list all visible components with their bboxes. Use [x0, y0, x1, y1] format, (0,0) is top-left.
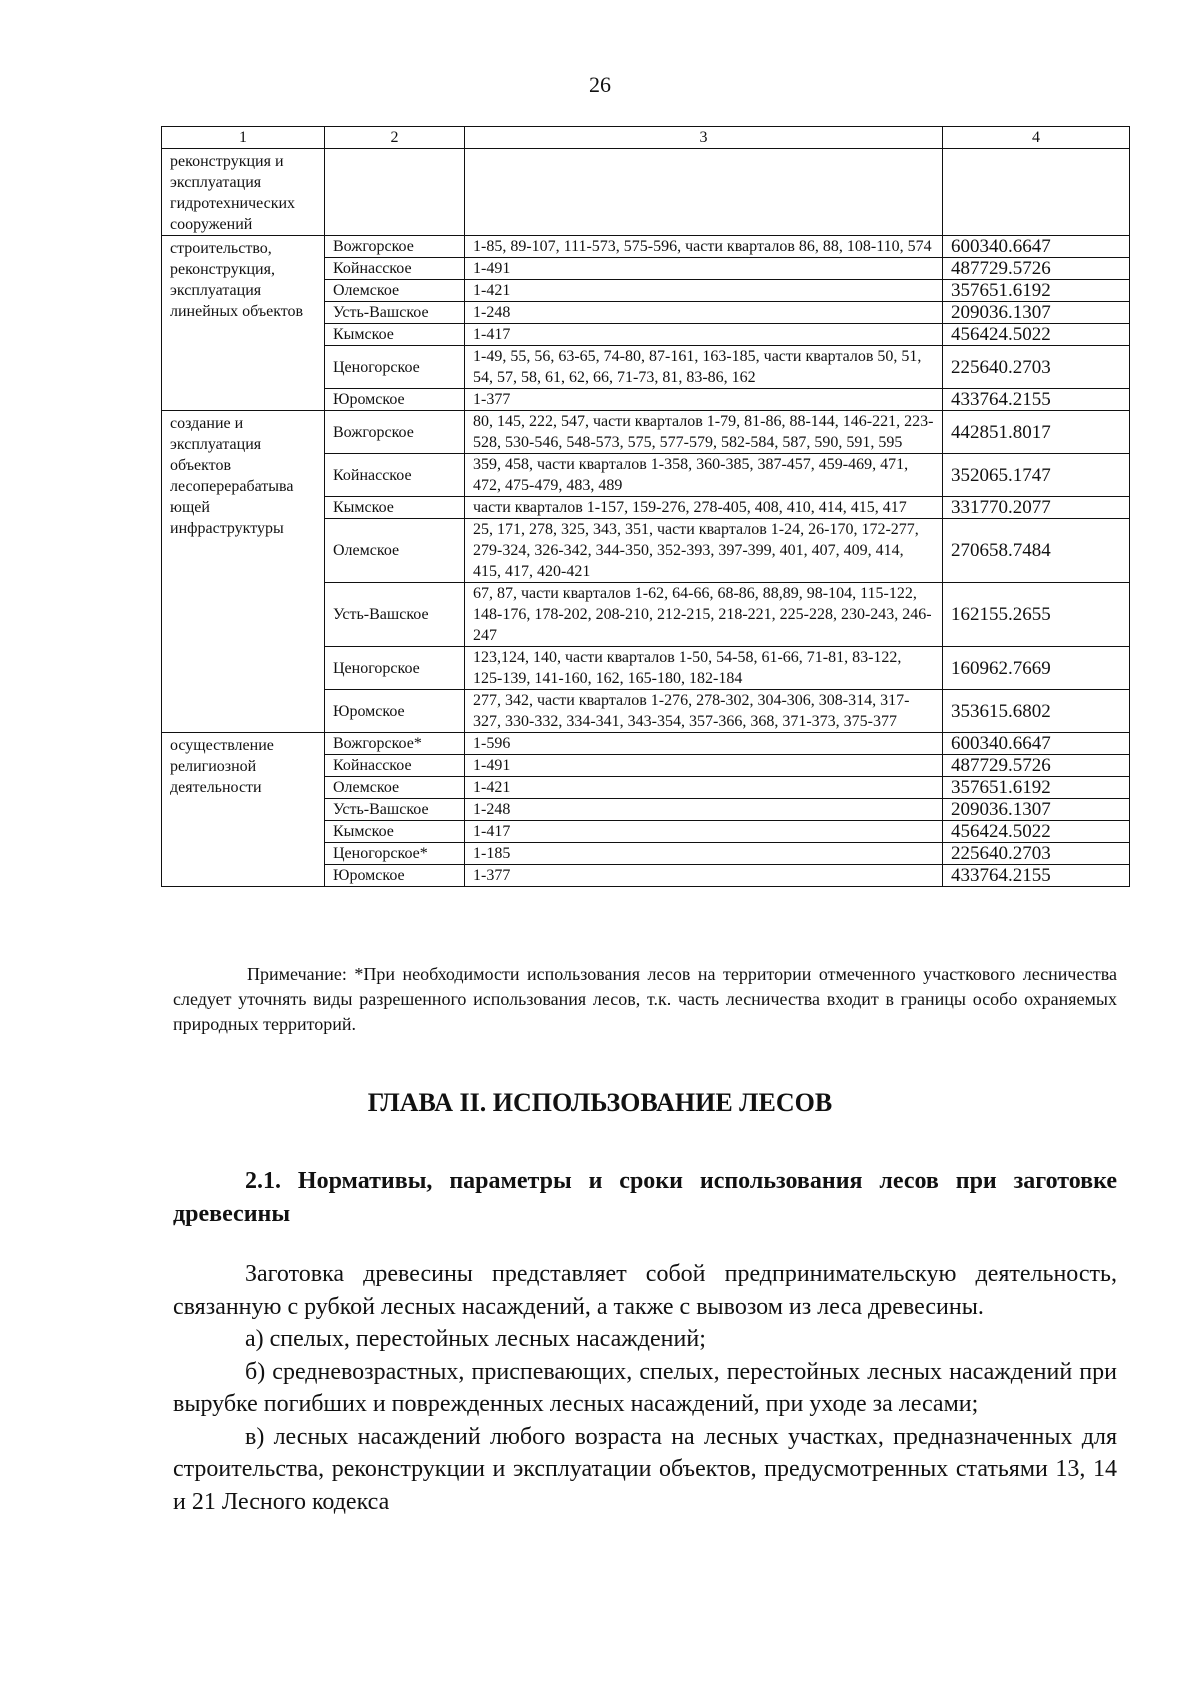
area-cell: 352065.1747: [943, 454, 1130, 497]
quarters-cell: 1-417: [465, 324, 943, 346]
area-cell: 225640.2703: [943, 346, 1130, 389]
category-cell: создание и эксплуатация объектов лесоперерабатыва ющей инфраструктуры: [162, 411, 325, 733]
category-cell: строительство, реконструкция, эксплуатация линейных объектов: [162, 236, 325, 411]
quarters-cell: 1-49, 55, 56, 63-65, 74-80, 87-161, 163-185, части кварталов 50, 51, 54, 57, 58, 61, 62, 66, 71-73, 81, 83-86, 162: [465, 346, 943, 389]
page-number: 26: [589, 72, 611, 97]
quarters-cell: 1-421: [465, 280, 943, 302]
forestry-cell: Ценогорское*: [325, 843, 465, 865]
quarters-cell: части кварталов 1-157, 159-276, 278-405, 408, 410, 414, 415, 417: [465, 497, 943, 519]
quarters-cell: 1-185: [465, 843, 943, 865]
area-cell: 600340.6647: [943, 733, 1130, 755]
quarters-cell: 1-248: [465, 799, 943, 821]
area-cell: 487729.5726: [943, 755, 1130, 777]
area-cell: 433764.2155: [943, 865, 1130, 887]
area-cell: 209036.1307: [943, 799, 1130, 821]
area-cell: 160962.7669: [943, 647, 1130, 690]
header-cell: 4: [943, 127, 1130, 149]
forestry-cell: Ценогорское: [325, 647, 465, 690]
forestry-cell: Олемское: [325, 519, 465, 583]
forestry-cell: Олемское: [325, 280, 465, 302]
table-header-row: [162, 127, 1130, 149]
table-row: [162, 149, 1130, 236]
area-cell: 487729.5726: [943, 258, 1130, 280]
header-cell: 3: [465, 127, 943, 149]
quarters-cell: 1-248: [465, 302, 943, 324]
quarters-cell: [465, 149, 943, 236]
area-cell: 433764.2155: [943, 389, 1130, 411]
forestry-cell: Усть-Вашское: [325, 799, 465, 821]
paragraph: б) средневозрастных, приспевающих, спелых, перестойных лесных насаждений при вырубке погибших и поврежденных лесных насаждений, при уходе за лесами;: [173, 1358, 1117, 1417]
quarters-cell: 1-417: [465, 821, 943, 843]
paragraph: а) спелых, перестойных лесных насаждений;: [245, 1326, 706, 1352]
quarters-cell: 277, 342, части кварталов 1-276, 278-302, 304-306, 308-314, 317-327, 330-332, 334-341, 343-354, 357-366, 368, 371-373, 375-377: [465, 690, 943, 733]
forestry-cell: Ценогорское: [325, 346, 465, 389]
quarters-cell: 1-421: [465, 777, 943, 799]
forestry-cell: Юромское: [325, 865, 465, 887]
area-cell: 442851.8017: [943, 411, 1130, 454]
header-cell: 2: [325, 127, 465, 149]
forestry-cell: [325, 149, 465, 236]
area-cell: 456424.5022: [943, 324, 1130, 346]
quarters-cell: 1-491: [465, 258, 943, 280]
forestry-cell: Вожгорское: [325, 411, 465, 454]
forestry-cell: Вожгорское*: [325, 733, 465, 755]
land-use-table: [161, 126, 1130, 887]
area-cell: [943, 149, 1130, 236]
area-cell: 270658.7484: [943, 519, 1130, 583]
paragraph: Заготовка древесины представляет собой предпринимательскую деятельность, связанную с рубкой лесных насаждений, а также с вывозом из леса древесины.: [173, 1261, 1117, 1320]
area-cell: 353615.6802: [943, 690, 1130, 733]
area-cell: 225640.2703: [943, 843, 1130, 865]
category-cell: реконструкция и эксплуатация гидротехнических сооружений: [162, 149, 325, 236]
forestry-cell: Кымское: [325, 497, 465, 519]
chapter-title: ГЛАВА II. ИСПОЛЬЗОВАНИЕ ЛЕСОВ: [367, 1088, 833, 1117]
paragraph: в) лесных насаждений любого возраста на лесных участках, предназначенных для строительства, реконструкции и эксплуатации объектов, предусмотренных статьями 13, 14 и 21 Лесного кодекса: [173, 1423, 1117, 1515]
quarters-cell: 123,124, 140, части кварталов 1-50, 54-58, 61-66, 71-81, 83-122, 125-139, 141-160, 162, 165-180, 182-184: [465, 647, 943, 690]
category-cell: осуществление религиозной деятельности: [162, 733, 325, 887]
area-cell: 209036.1307: [943, 302, 1130, 324]
quarters-cell: 25, 171, 278, 325, 343, 351, части кварталов 1-24, 26-170, 172-277, 279-324, 326-342, 344-350, 352-393, 397-399, 401, 407, 409, 414, 415, 417, 420-421: [465, 519, 943, 583]
forestry-cell: Юромское: [325, 389, 465, 411]
table-row: [162, 733, 1130, 755]
forestry-cell: Усть-Вашское: [325, 302, 465, 324]
quarters-cell: 1-85, 89-107, 111-573, 575-596, части кварталов 86, 88, 108-110, 574: [465, 236, 943, 258]
forestry-cell: Койнасское: [325, 258, 465, 280]
forestry-cell: Койнасское: [325, 755, 465, 777]
quarters-cell: 80, 145, 222, 547, части кварталов 1-79, 81-86, 88-144, 146-221, 223-528, 530-546, 548-573, 575, 577-579, 582-584, 587, 590, 591, 595: [465, 411, 943, 454]
forestry-cell: Кымское: [325, 324, 465, 346]
forestry-cell: Юромское: [325, 690, 465, 733]
table-row: [162, 236, 1130, 258]
section-title: 2.1. Нормативы, параметры и сроки использования лесов при заготовке древесины: [173, 1168, 1117, 1227]
table-note: Примечание: *При необходимости использования лесов на территории отмеченного участкового лесничества следует уточнять виды разрешенного использования лесов, т.к. часть лесничества входит в границы особо охраняемых природных территорий.: [173, 964, 1117, 1034]
forestry-cell: Олемское: [325, 777, 465, 799]
table-row: [162, 411, 1130, 454]
quarters-cell: 67, 87, части кварталов 1-62, 64-66, 68-86, 88,89, 98-104, 115-122, 148-176, 178-202, 208-210, 212-215, 218-221, 225-228, 230-243, 246-247: [465, 583, 943, 647]
area-cell: 357651.6192: [943, 280, 1130, 302]
body-text: [173, 1258, 1117, 1518]
forestry-cell: Вожгорское: [325, 236, 465, 258]
area-cell: 357651.6192: [943, 777, 1130, 799]
area-cell: 456424.5022: [943, 821, 1130, 843]
quarters-cell: 1-491: [465, 755, 943, 777]
quarters-cell: 1-377: [465, 389, 943, 411]
quarters-cell: 1-596: [465, 733, 943, 755]
header-cell: 1: [162, 127, 325, 149]
forestry-cell: Усть-Вашское: [325, 583, 465, 647]
quarters-cell: 359, 458, части кварталов 1-358, 360-385, 387-457, 459-469, 471, 472, 475-479, 483, 489: [465, 454, 943, 497]
area-cell: 162155.2655: [943, 583, 1130, 647]
area-cell: 331770.2077: [943, 497, 1130, 519]
area-cell: 600340.6647: [943, 236, 1130, 258]
forestry-cell: Койнасское: [325, 454, 465, 497]
quarters-cell: 1-377: [465, 865, 943, 887]
forestry-cell: Кымское: [325, 821, 465, 843]
